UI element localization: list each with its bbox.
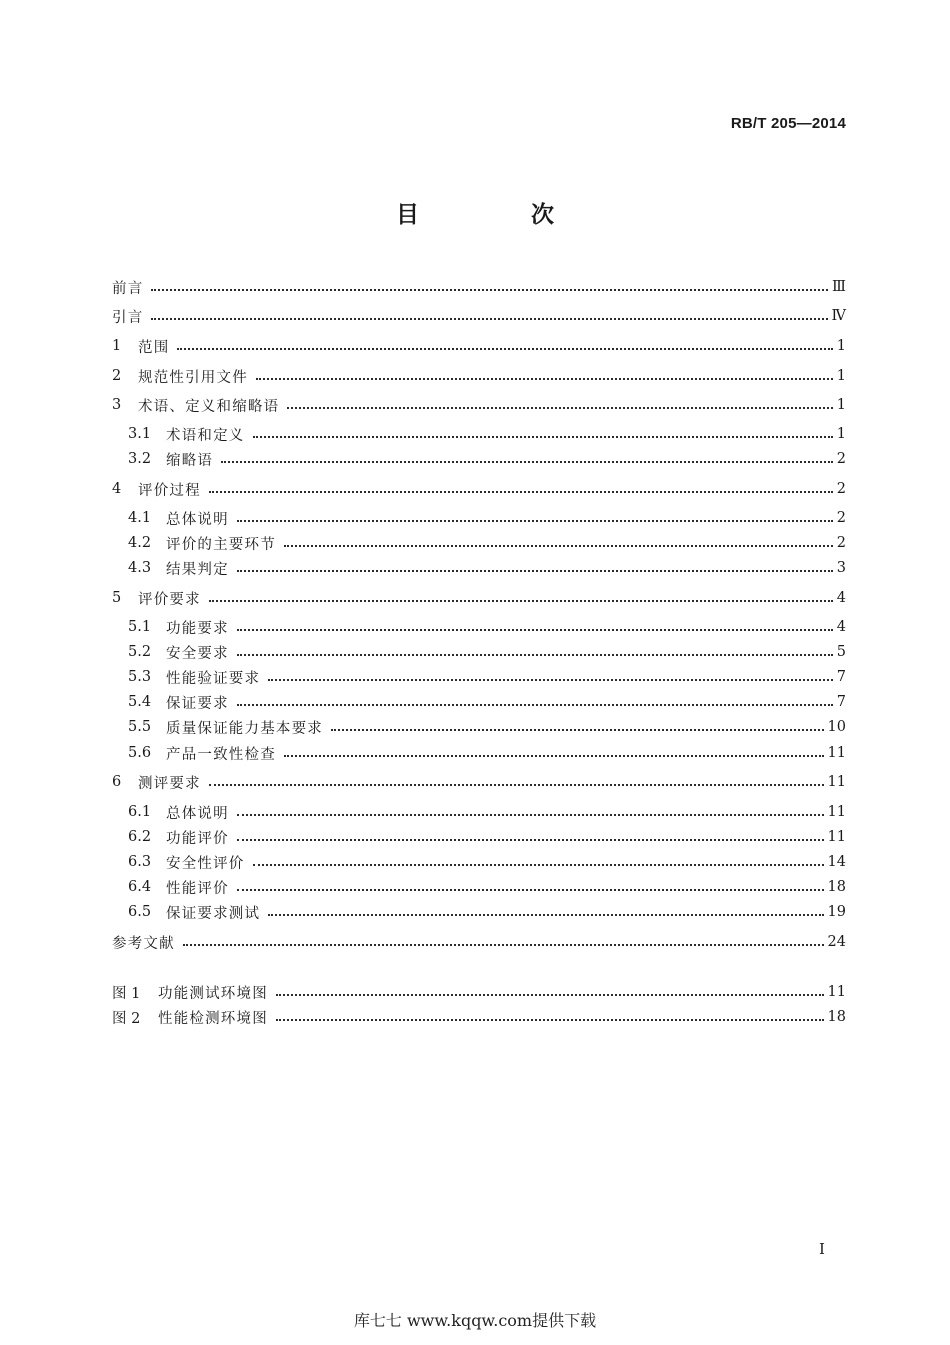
entry-page: 11 <box>827 984 846 1000</box>
page-title: 目 次 <box>395 202 606 228</box>
dot-leader <box>253 436 833 438</box>
toc-entry[interactable] <box>112 850 846 874</box>
dot-leader <box>209 491 833 493</box>
dot-leader <box>237 889 824 891</box>
dot-leader <box>287 407 832 409</box>
entry-label: 总体说明 <box>166 511 229 528</box>
entry-label: 术语和定义 <box>166 427 245 444</box>
entry-label: 规范性引用文件 <box>138 369 248 386</box>
toc-entry[interactable] <box>112 770 846 794</box>
dot-leader <box>237 654 833 656</box>
dot-leader <box>284 755 824 757</box>
entry-page: 7 <box>836 694 846 710</box>
toc-entry[interactable] <box>112 665 846 689</box>
entry-page: 5 <box>836 644 846 660</box>
entry-number: 5.5 <box>128 719 152 735</box>
dot-leader <box>151 318 827 320</box>
entry-label: 安全要求 <box>166 645 229 662</box>
entry-label: 引言 <box>112 309 144 326</box>
entry-number: 5.3 <box>128 669 152 685</box>
dot-leader <box>284 545 833 547</box>
toc-entry[interactable] <box>112 900 846 924</box>
entry-number: 6 <box>112 774 122 790</box>
dot-leader <box>237 839 824 841</box>
entry-page: 19 <box>827 904 846 920</box>
entry-number: 图 2 <box>112 1010 141 1027</box>
entry-label: 缩略语 <box>166 452 214 469</box>
entry-page: 7 <box>836 669 846 685</box>
dot-leader <box>237 704 833 706</box>
entry-page: 11 <box>827 804 846 820</box>
entry-page: 1 <box>836 397 846 413</box>
toc-entry[interactable] <box>112 422 846 446</box>
entry-label: 评价要求 <box>138 591 201 608</box>
toc-entry[interactable] <box>112 275 846 299</box>
toc-entry[interactable] <box>112 615 846 639</box>
entry-number: 5.2 <box>128 644 152 660</box>
entry-label: 参考文献 <box>112 935 175 952</box>
figure-entry[interactable] <box>112 980 846 1004</box>
dot-leader <box>237 814 824 816</box>
dot-leader <box>237 629 833 631</box>
entry-number: 4.3 <box>128 560 152 576</box>
entry-number: 6.2 <box>128 829 152 845</box>
toc-entry[interactable] <box>112 586 846 610</box>
toc-entry[interactable] <box>112 447 846 471</box>
entry-page: 3 <box>836 560 846 576</box>
toc-entry[interactable] <box>112 715 846 739</box>
entry-label: 评价的主要环节 <box>166 536 276 553</box>
entry-label: 功能评价 <box>166 830 229 847</box>
entry-number: 5.4 <box>128 694 152 710</box>
entry-number: 图 1 <box>112 985 141 1002</box>
entry-number: 5 <box>112 590 122 606</box>
entry-number: 5.6 <box>128 745 152 761</box>
entry-label: 性能验证要求 <box>166 670 261 687</box>
dot-leader <box>276 994 824 996</box>
entry-label: 测评要求 <box>138 775 201 792</box>
toc-entry[interactable] <box>112 531 846 555</box>
entry-label: 保证要求 <box>166 695 229 712</box>
toc-entry[interactable] <box>112 875 846 899</box>
toc-entry[interactable] <box>112 640 846 664</box>
entry-number: 6.5 <box>128 904 152 920</box>
entry-page: 18 <box>827 879 846 895</box>
entry-number: 2 <box>112 368 122 384</box>
entry-number: 3.1 <box>128 426 152 442</box>
toc-entry[interactable] <box>112 741 846 765</box>
entry-page: 11 <box>827 774 846 790</box>
entry-page: 2 <box>836 451 846 467</box>
entry-label: 术语、定义和缩略语 <box>138 398 280 415</box>
entry-page: Ⅲ <box>832 279 846 295</box>
toc-entry[interactable] <box>112 690 846 714</box>
entry-label: 前言 <box>112 280 144 297</box>
dot-leader <box>253 864 824 866</box>
entry-label: 性能评价 <box>166 880 229 897</box>
entry-number: 4 <box>112 481 122 497</box>
entry-page: 2 <box>836 510 846 526</box>
dot-leader <box>237 570 833 572</box>
entry-number: 4.2 <box>128 535 152 551</box>
toc-entry[interactable] <box>112 304 846 328</box>
entry-number: 6.3 <box>128 854 152 870</box>
figure-entry[interactable] <box>112 1005 846 1029</box>
entry-page: 24 <box>827 934 846 950</box>
dot-leader <box>221 461 833 463</box>
entry-label: 安全性评价 <box>166 855 245 872</box>
dot-leader <box>331 729 824 731</box>
entry-label: 功能测试环境图 <box>158 985 268 1002</box>
entry-number: 1 <box>112 338 122 354</box>
entry-label: 总体说明 <box>166 805 229 822</box>
entry-page: 10 <box>827 719 846 735</box>
entry-page: 2 <box>836 481 846 497</box>
entry-label: 结果判定 <box>166 561 229 578</box>
entry-number: 6.1 <box>128 804 152 820</box>
entry-label: 评价过程 <box>138 482 201 499</box>
entry-page: 1 <box>836 368 846 384</box>
entry-label: 保证要求测试 <box>166 905 261 922</box>
toc-entry[interactable] <box>112 506 846 530</box>
entry-number: 3 <box>112 397 122 413</box>
entry-number: 5.1 <box>128 619 152 635</box>
entry-page: Ⅳ <box>831 308 846 324</box>
dot-leader <box>237 520 833 522</box>
dot-leader <box>268 914 823 916</box>
entry-page: 1 <box>836 338 846 354</box>
dot-leader <box>256 378 833 380</box>
entry-label: 性能检测环境图 <box>158 1010 268 1027</box>
entry-label: 产品一致性检查 <box>166 746 276 763</box>
entry-page: 14 <box>827 854 846 870</box>
toc-entry[interactable] <box>112 556 846 580</box>
dot-leader <box>209 784 824 786</box>
standard-code: RB/T 205—2014 <box>730 115 846 132</box>
dot-leader <box>151 289 828 291</box>
dot-leader <box>209 600 833 602</box>
toc-entry[interactable] <box>112 364 846 388</box>
dot-leader <box>183 944 824 946</box>
entry-number: 6.4 <box>128 879 152 895</box>
entry-page: 11 <box>827 745 846 761</box>
page-number: I <box>819 1240 825 1258</box>
entry-label: 功能要求 <box>166 620 229 637</box>
entry-page: 11 <box>827 829 846 845</box>
toc-entry[interactable] <box>112 825 846 849</box>
entry-page: 18 <box>827 1009 846 1025</box>
dot-leader <box>276 1019 824 1021</box>
download-footer: 库七七 www.kqqw.com提供下载 <box>353 1311 597 1330</box>
entry-page: 2 <box>836 535 846 551</box>
toc-entry[interactable] <box>112 334 846 358</box>
toc-entry[interactable] <box>112 477 846 501</box>
dot-leader <box>177 348 832 350</box>
entry-number: 3.2 <box>128 451 152 467</box>
entry-page: 1 <box>836 426 846 442</box>
entry-number: 4.1 <box>128 510 152 526</box>
toc-entry[interactable] <box>112 930 846 954</box>
entry-page: 4 <box>836 590 846 606</box>
toc-entry[interactable] <box>112 393 846 417</box>
entry-label: 范围 <box>138 339 170 356</box>
toc-entry[interactable] <box>112 800 846 824</box>
entry-page: 4 <box>836 619 846 635</box>
entry-label: 质量保证能力基本要求 <box>166 720 323 737</box>
dot-leader <box>268 679 833 681</box>
